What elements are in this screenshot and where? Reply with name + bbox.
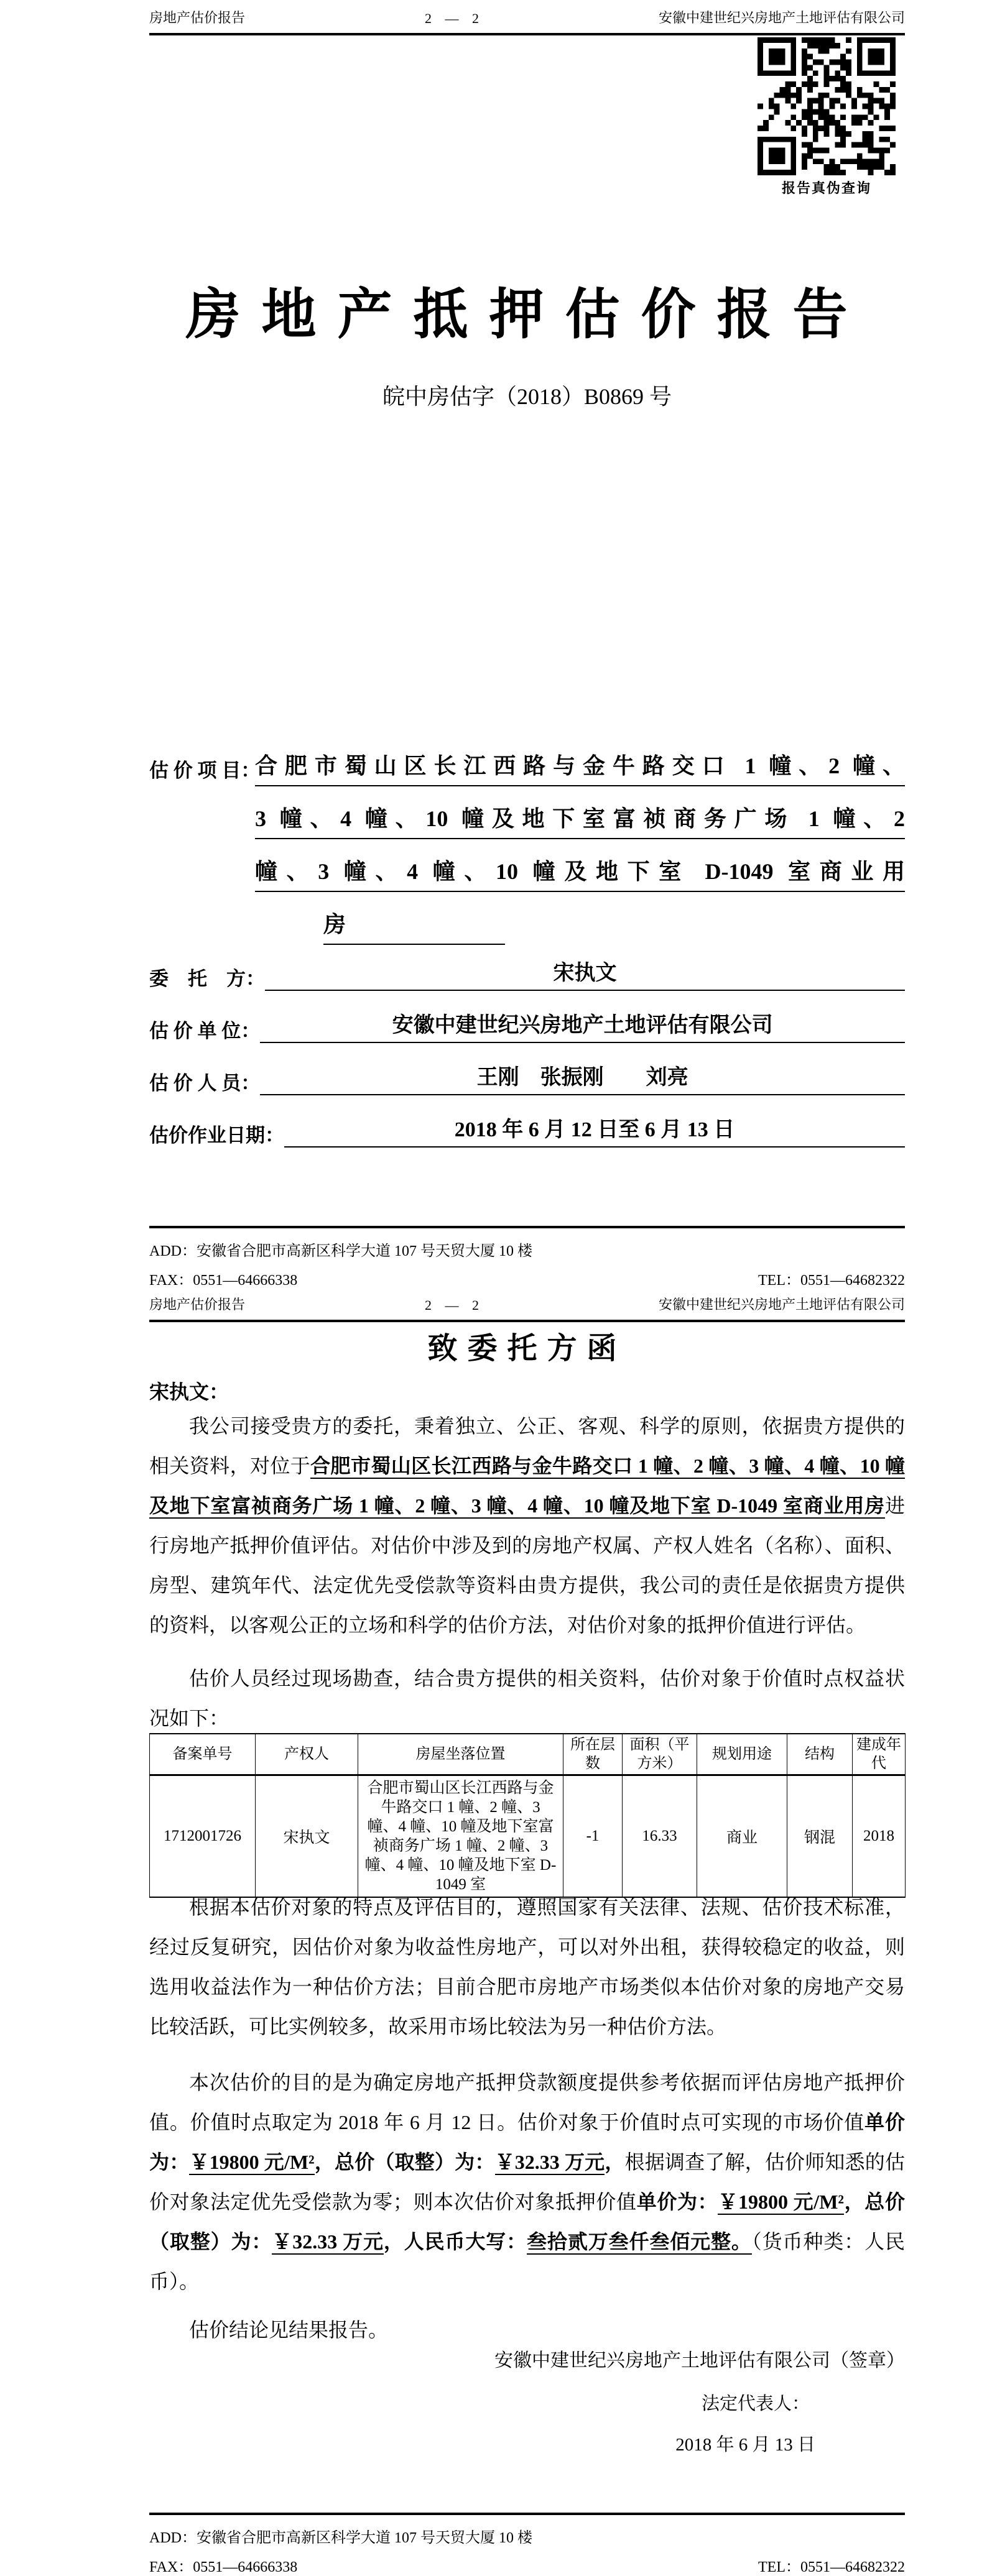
field-value: 2018 年 6 月 12 日至 6 月 13 日 [284,1112,905,1148]
header-doc-type: 房地产估价报告 [149,1297,246,1312]
footer-tel: TEL：0551—64682322 [758,1272,905,1289]
col-floor: 所在层数 [563,1734,623,1775]
footer-fax: FAX：0551—64666338 [149,2559,298,2575]
cell-record-no: 1712001726 [150,1775,256,1898]
letter-body-lower [149,1887,905,2350]
field-row-appraisal-agency [149,1008,905,1043]
col-year-built: 建成年代 [853,1734,906,1775]
paragraph-conclusion: 估价结论见结果报告。 [189,2319,389,2341]
project-line-1: 合肥市蜀山区长江西路与金牛路交口 1 幢、2 幢、 [255,748,905,786]
col-location: 房屋坐落位置 [358,1734,563,1775]
col-owner: 产权人 [256,1734,358,1775]
valuation-table [149,1733,905,1898]
field-label: 估 价 单 位： [149,1020,261,1042]
cell-area: 16.33 [623,1775,697,1898]
col-structure: 结构 [787,1734,853,1775]
field-row-consignor [149,956,905,991]
page-footer [149,2513,905,2576]
footer-address: ADD：安徽省合肥市高新区科学大道 107 号天贸大厦 10 楼 [149,2530,532,2546]
qr-caption: 报告真伪查询 [781,180,871,196]
header-page-number: 2 — 2 [425,11,479,26]
signature-company: 安徽中建世纪兴房地产土地评估有限公司（签章） [494,2350,905,2371]
paragraph-entrustment: 我公司接受贵方的委托，秉着独立、公正、客观、科学的原则，依据贵方提供的相关资料，对位于合肥市蜀山区长江西路与金牛路交口 1 幢、2 幢、3 幢、4 幢、10 幢及地下室富祯商务广场 1 幢、2 幢、3 幢、4 幢、10 幢及地下室 D-1049 室商业用房进行房地产抵押价值评估。对估价中涉及到的房地产权属、产权人姓名（名称）、面积、房型、建筑年代、法定优先受偿款等资料由贵方提供，我公司的责任是依据贵方提供的资料，以客观公正的立场和科学的估价方法，对估价对象的抵押价值进行评估。 [149,1415,905,1636]
page-header [149,1294,905,1322]
header-doc-type: 房地产估价报告 [149,10,246,25]
qr-code-icon [758,37,896,175]
qr-block [758,37,896,197]
cell-year-built: 2018 [853,1775,906,1898]
cell-location: 合肥市蜀山区长江西路与金牛路交口 1 幢、2 幢、3 幢、4 幢、10 幢及地下室富祯商务广场 1 幢、2 幢、3 幢、4 幢、10 幢及地下室 D-1049 室 [358,1775,563,1898]
header-company-name: 安徽中建世纪兴房地产土地评估有限公司 [658,1297,905,1312]
report-title: 房地产抵押估价报告 [185,285,869,346]
cell-usage: 商业 [697,1775,787,1898]
project-label: 估 价 项 目： [149,760,261,781]
cell-owner: 宋执文 [256,1775,358,1898]
footer-address: ADD：安徽省合肥市高新区科学大道 107 号天贸大厦 10 楼 [149,1243,532,1259]
page-header [149,7,905,35]
col-usage: 规划用途 [697,1734,787,1775]
report-number: 皖中房估字（2018）B0869 号 [382,384,672,409]
letter-salutation: 宋执文： [149,1381,229,1403]
field-row-appraisers [149,1060,905,1095]
field-value: 宋执文 [265,955,905,991]
field-value: 王刚 张振刚 刘亮 [260,1060,905,1095]
paragraph-survey: 估价人员经过现场勘查，结合贵方提供的相关资料，估价对象于价值时点权益状况如下： [149,1667,905,1729]
col-area: 面积（平方米） [623,1734,697,1775]
project-line-4: 房 [323,907,505,945]
cell-structure: 钢混 [787,1775,853,1898]
col-record-no: 备案单号 [150,1734,256,1775]
letter-title: 致委托方函 [427,1332,627,1365]
project-line-3: 幢、3 幢、4 幢、10 幢及地下室 D-1049 室商业用 [255,854,905,892]
project-field [149,748,905,960]
page-footer [149,1226,905,1289]
letter-body-upper [149,1406,905,1738]
field-label: 估价作业日期： [149,1125,284,1146]
paragraph-valuation-result: 本次估价的目的是为确定房地产抵押贷款额度提供参考依据而评估房地产抵押价值。价值时点取定为 2018 年 6 月 12 日。估价对象于价值时点可实现的市场价值单价为：￥19800 元/M²，总价（取整）为：￥32.33 万元，根据调查了解，估价师知悉的估价对象法定优先受偿款为零；则本次估价对象抵押价值单价为：￥19800 元/M²，总价（取整）为：￥32.33 万元，人民币大写：叁拾贰万叁仟叁佰元整。（货币种类：人民币）。 [149,2071,905,2293]
header-company-name: 安徽中建世纪兴房地产土地评估有限公司 [658,10,905,25]
signature-date: 2018 年 6 月 13 日 [675,2435,815,2455]
cover-fields [149,956,905,1165]
cell-floor: -1 [563,1775,623,1898]
header-page-number: 2 — 2 [425,1297,479,1313]
table-row [150,1775,906,1898]
table-header-row [150,1734,906,1775]
footer-fax: FAX：0551—64666338 [149,1272,298,1289]
paragraph-methods: 根据本估价对象的特点及评估目的，遵照国家有关法律、法规、估价技术标准，经过反复研究，因估价对象为收益性房地产，可以对外出租，获得较稳定的收益，则选用收益法作为一种估价方法；目前合肥市房地产市场类似本估价对象的房地产交易比较活跃，可比实例较多，故采用市场比较法为另一种估价方法。 [149,1896,905,2038]
footer-tel: TEL：0551—64682322 [758,2559,905,2575]
signature-legal-rep: 法定代表人： [701,2394,810,2414]
field-value: 安徽中建世纪兴房地产土地评估有限公司 [260,1008,905,1043]
field-row-appraisal-dates [149,1113,905,1148]
project-line-2: 3 幢、4 幢、10 幢及地下室富祯商务广场 1 幢、2 [255,801,905,839]
field-label: 估 价 人 员： [149,1072,261,1094]
field-label: 委 托 方： [149,968,265,990]
